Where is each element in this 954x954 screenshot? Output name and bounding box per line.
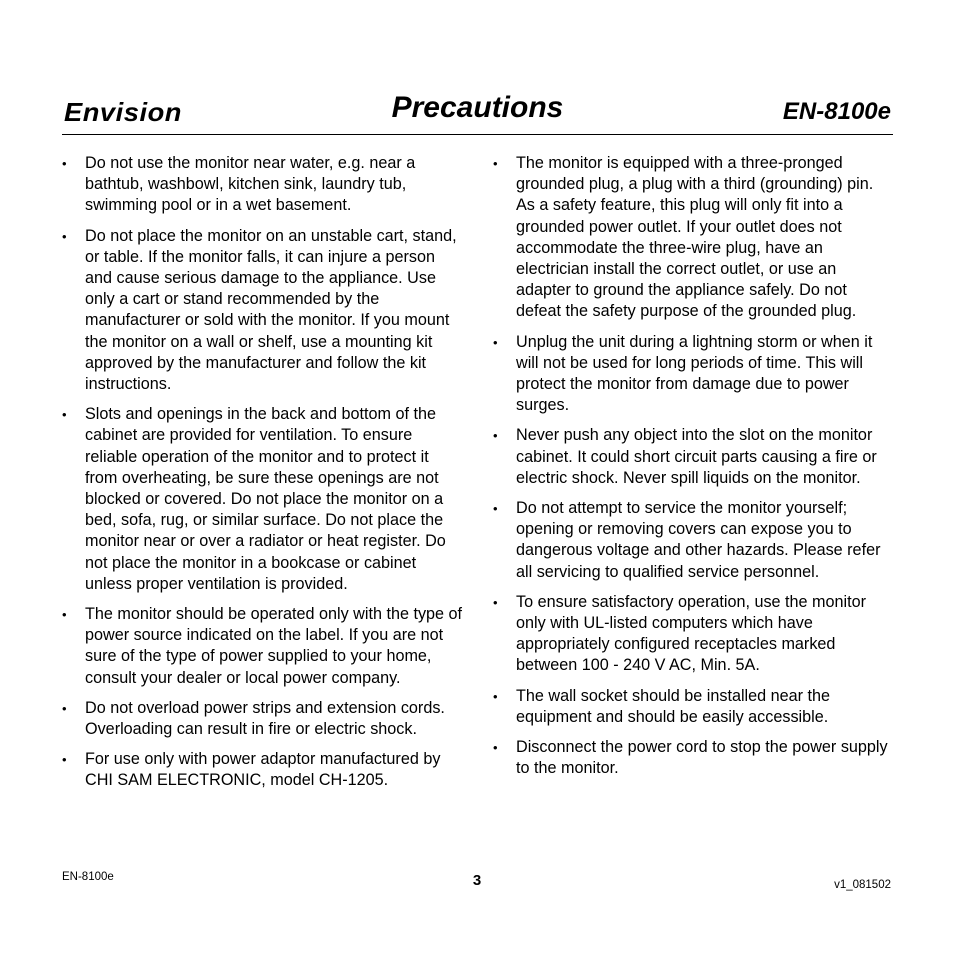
list-item-text: The monitor should be operated only with the type of power source indicated on the label. If you are not sure of the type of power supplied to your home, consult your dealer or local power company. [85, 605, 463, 687]
bullet-icon: • [62, 752, 67, 768]
list-item [493, 153, 895, 323]
list-item-text: Unplug the unit during a lightning storm or when it will not be used for long periods of time. This will protect the monitor from damage due to power surges. [516, 332, 873, 415]
right-precautions-list [493, 153, 895, 779]
bullet-icon: • [62, 156, 67, 171]
list-item [493, 425, 895, 489]
list-item [62, 698, 464, 740]
left-column [62, 153, 464, 801]
brand-logo-text: Envision [64, 97, 182, 127]
bullet-icon: • [493, 428, 498, 444]
list-item [62, 749, 464, 791]
page-header [62, 88, 893, 135]
list-item [62, 226, 464, 396]
list-item-text: The monitor is equipped with a three-pronged grounded plug, a plug with a third (grounding) pin. As a safety feature, this plug will only fit into a grounded power outlet. If your outlet does not accommodate the three-wire plug, have an electrician install the correct outlet, or use an adapter to ground the appliance safely. Do not defeat the safety purpose of the grounded plug. [516, 154, 874, 321]
page-number: 3 [472, 872, 482, 889]
bullet-icon: • [62, 228, 67, 244]
bullet-icon: • [493, 740, 498, 756]
list-item-text: To ensure satisfactory operation, use the monitor only with UL-listed computers which have appropriately configured receptacles marked between 100 - 240 V AC, Min. 5A. [516, 592, 867, 675]
model-number: EN-8100e [782, 98, 891, 125]
list-item [493, 592, 895, 677]
list-item-text: Do not attempt to service the monitor yourself; opening or removing covers can expose you to dangerous voltage and other hazards. Please refer all servicing to qualified service personnel. [516, 499, 881, 581]
footer-version: v1_081502 [834, 879, 891, 891]
list-item [493, 332, 895, 417]
list-item-text: Slots and openings in the back and bottom of the cabinet are provided for ventilation. To ensure reliable operation of the monitor and to protect it from overheating, be sure these openings are not blocked or covered. Do not place the monitor on a bed, sofa, rug, or similar surface. Do not place the monitor near or over a radiator or heat register. Do not place the monitor in a bookcase or cabinet unless proper ventilation is provided. [85, 405, 446, 593]
list-item [493, 686, 895, 728]
footer-model: EN-8100e [62, 871, 114, 883]
list-item-text: Never push any object into the slot on the monitor cabinet. It could short circuit parts causing a fire or electric shock. Never spill liquids on the monitor. [516, 426, 877, 487]
bullet-icon: • [62, 607, 67, 623]
list-item-text: Do not use the monitor near water, e.g. near a bathtub, washbowl, kitchen sink, laundry tub, swimming pool or in a wet basement. [85, 154, 416, 215]
list-item [493, 737, 895, 779]
list-item [493, 498, 895, 583]
list-item-text: For use only with power adaptor manufactured by CHI SAM ELECTRONIC, model CH-1205. [85, 750, 441, 790]
list-item-text: The wall socket should be installed near the equipment and should be easily accessible. [516, 686, 831, 726]
left-precautions-list [62, 153, 464, 792]
bullet-icon: • [493, 688, 498, 704]
bullet-icon: • [493, 501, 498, 517]
list-item-text: Disconnect the power cord to stop the power supply to the monitor. [516, 738, 888, 778]
right-column [493, 153, 895, 788]
page-title: Precautions [391, 91, 564, 124]
bullet-icon: • [493, 334, 498, 350]
bullet-icon: • [62, 700, 67, 716]
list-item [62, 604, 464, 689]
bullet-icon: • [493, 594, 498, 610]
bullet-icon: • [62, 407, 67, 423]
list-item [62, 153, 464, 217]
bullet-icon: • [493, 156, 498, 171]
list-item-text: Do not place the monitor on an unstable cart, stand, or table. If the monitor falls, it can injure a person and cause serious damage to the appliance. Use only a cart or stand recommended by the manufacturer or sold with the monitor. If you mount the monitor on a wall or shelf, use a mounting kit approved by the manufacturer and follow the kit instructions. [85, 226, 457, 394]
list-item-text: Do not overload power strips and extension cords. Overloading can result in fire or electric shock. [85, 698, 445, 739]
list-item [62, 404, 464, 595]
